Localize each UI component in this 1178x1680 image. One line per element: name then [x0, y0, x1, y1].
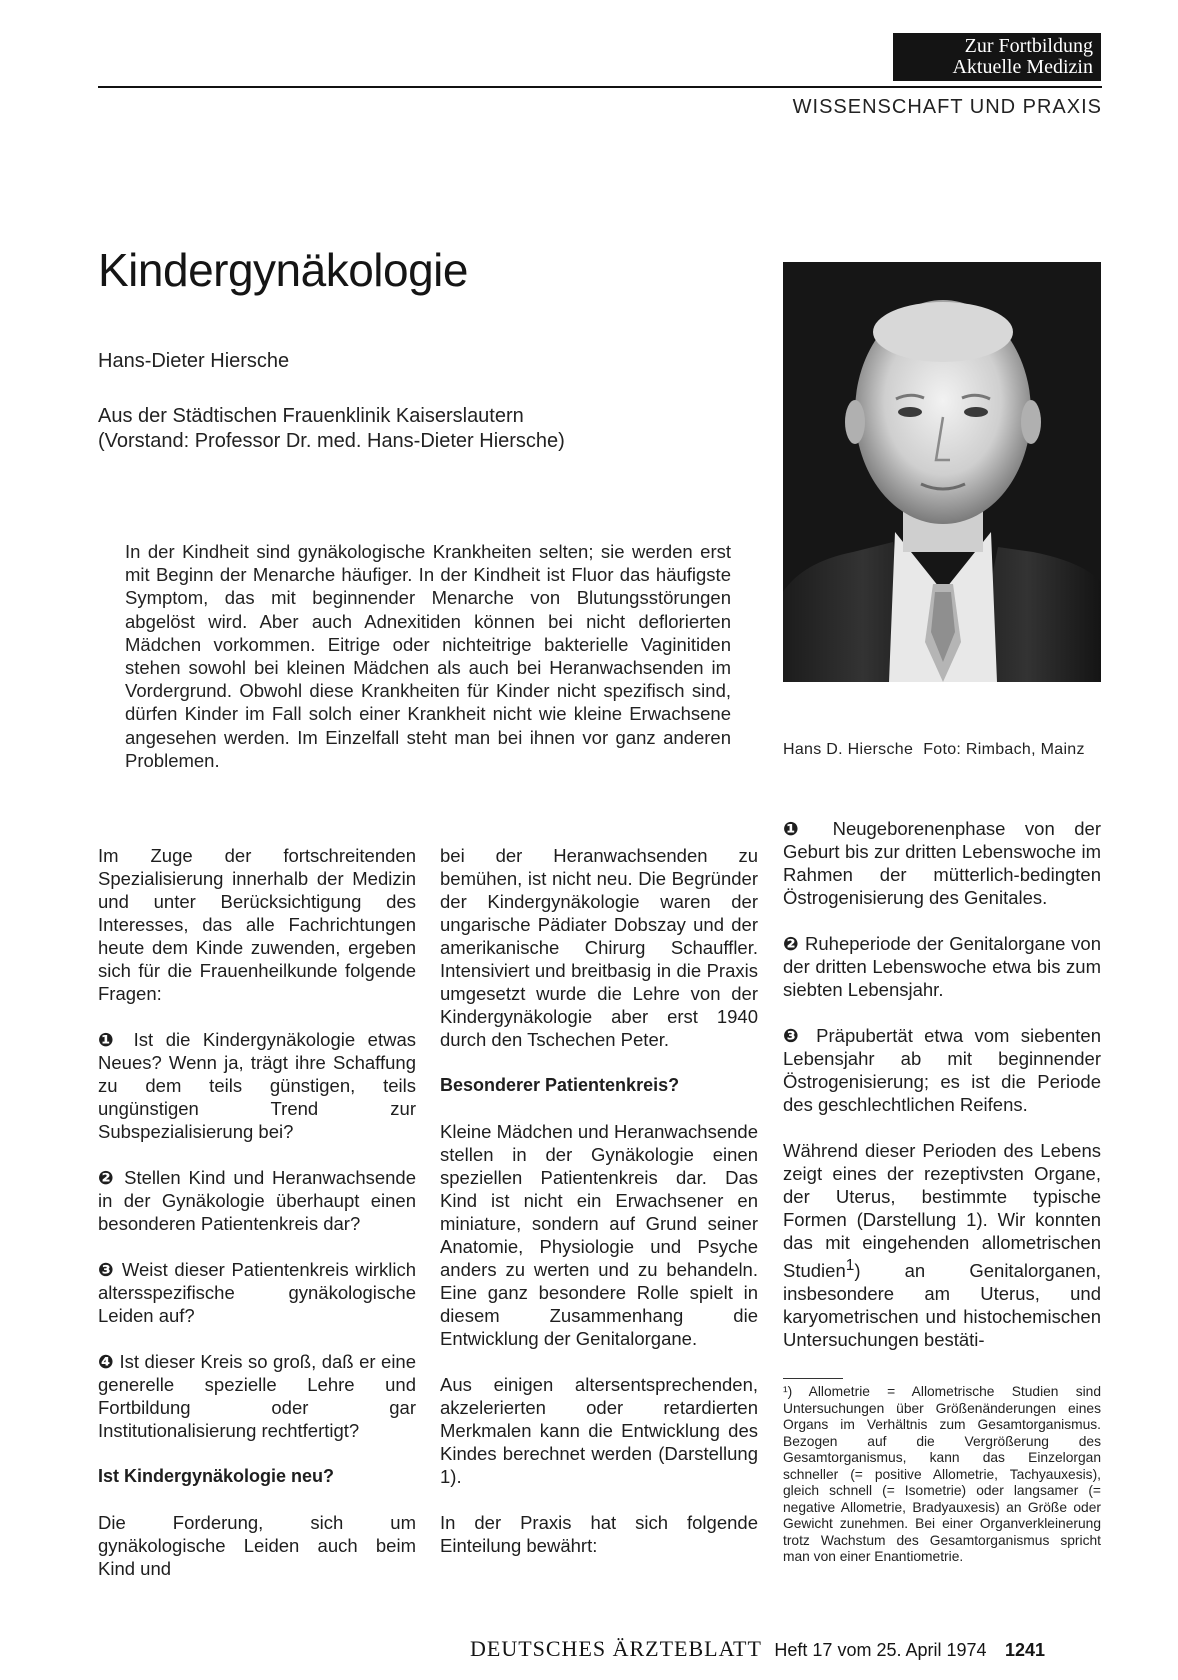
affiliation-line-1: Aus der Städtischen Frauenklinik Kaiserslautern — [98, 405, 524, 427]
question-2-text: Stellen Kind und Heranwachsende in der Gynäkologie überhaupt einen besonderen Patientenkreis dar? — [98, 1167, 417, 1234]
photo-caption — [783, 741, 1085, 759]
number-1-icon: ❶ — [98, 1029, 122, 1050]
caption-credit: Foto: Rimbach, Mainz — [923, 741, 1085, 758]
footnote-rule — [783, 1378, 843, 1379]
body-column-3 — [783, 817, 1101, 1374]
question-4 — [98, 1350, 416, 1442]
number-2-icon: ❷ — [783, 933, 800, 954]
number-3-icon: ❸ — [783, 1025, 805, 1046]
question-1-text: Ist die Kindergynäkologie etwas Neues? Wenn ja, trägt ihre Schaffung zu dem teils günstigen, teils ungünstigen Trend zur Subspezialisierung bei? — [98, 1029, 417, 1142]
rubric-badge — [893, 33, 1101, 81]
phase-3-text: Präpubertät etwa vom siebenten Lebensjahr ab mit beginnender Östrogenisierung; es ist die Periode des geschlechtlichen Reifens. — [783, 1025, 1102, 1115]
body-column-2 — [440, 844, 758, 1580]
perioden-text-2: ) an Genitalorganen, insbesondere am Uterus, und karyometrischen und histochemischen Untersuchungen bestäti- — [783, 1260, 1101, 1351]
question-4-text: Ist dieser Kreis so groß, daß er eine generelle spezielle Lehre und Fortbildung oder gar Institutionalisierung rechtfertigt? — [98, 1351, 417, 1441]
intro-paragraph: Im Zuge der fortschreitenden Spezialisierung innerhalb der Medizin und unter Berücksichtigung des Interesses, das alle Fachrichtungen heute dem Kinde zuwenden, ergeben sich für die Frauenheilkunde folgende Fragen: — [98, 845, 416, 1004]
phase-3 — [783, 1024, 1101, 1116]
header-rule — [98, 86, 1102, 88]
footnote-allometrie: ¹) Allometrie = Allometrische Studien sind Untersuchungen über Größenänderungen eines Organs im Verhältnis zum Gesamtorganismus. Bezogen auf die Vergrößerung des Gesamtorganismus, kann das Einzelorgan schneller (= positive Allometrie, Tachyauxesis), gleich schnell (= Isometrie) oder langsamer (= negative Allometrie, Bradyauxesis) an Größe oder Gewicht zunehmen. Bei einer Organverkleinerung trotz Wachstum des Gesamtorganismus spricht man von einer Enantiometrie. — [783, 1384, 1101, 1564]
paragraph-history: bei der Heranwachsenden zu bemühen, ist nicht neu. Die Begründer der Kindergynäkologie waren der ungarische Pädiater Dobszay und der amerikanische Chirurg Schauffler. Intensiviert und breitbasig in die Praxis umgesetzt wurde die Lehre von der Kindergynäkologie aber erst 1940 durch den Tschechen Peter. — [440, 845, 758, 1050]
section-heading-patientenkreis: Besonderer Patientenkreis? — [440, 1075, 680, 1095]
page-number: 1241 — [1004, 1640, 1046, 1660]
body-column-1 — [98, 844, 416, 1603]
number-2-icon: ❷ — [98, 1167, 117, 1188]
paragraph-perioden — [783, 1139, 1101, 1351]
paragraph-merkmale: Aus einigen altersentsprechenden, akzelerierten oder retardierten Merkmalen kann die Entwicklung des Kindes berechnet werden (Darstellung 1). — [440, 1374, 758, 1487]
question-2 — [98, 1166, 416, 1235]
perioden-text-1: Während dieser Perioden des Lebens zeigt eines der rezeptivsten Organe, der Uterus, bestimmte typische Formen (Darstellung 1). Wir konnten das mit eingehenden allometrischen Studien — [783, 1140, 1101, 1282]
badge-line-2: Aktuelle Medizin — [952, 56, 1093, 78]
paragraph-forderung: Die Forderung, sich um gynäkologische Leiden auch beim Kind und — [98, 1512, 416, 1579]
question-3 — [98, 1258, 416, 1327]
page-footer — [470, 1636, 1045, 1662]
caption-name: Hans D. Hiersche — [783, 741, 914, 758]
number-3-icon: ❸ — [98, 1259, 116, 1280]
question-3-text: Weist dieser Patientenkreis wirklich altersspezifische gynäkologische Leiden auf? — [98, 1259, 416, 1326]
author-portrait-image — [783, 262, 1101, 732]
article-abstract: In der Kindheit sind gynäkologische Krankheiten selten; sie werden erst mit Beginn der Menarche häufiger. In der Kindheit ist Fluor das häufigste Symptom, das mit beginnender Menarche von Blutungsstörungen abgelöst wird. Aber auch Adnexitiden können bei nicht deflorierten Mädchen vorkommen. Eitrige oder nichteitrige bakterielle Vaginitiden stehen sowohl bei kleinen Mädchen als auch bei Heranwachsenden im Vordergrund. Obwohl diese Krankheiten für Kinder nicht spezifisch sind, dürfen Kinder im Fall solch einer Krankheit nicht wie kleine Erwachsene angesehen werden. Im Einzelfall steht man bei ihnen vor ganz anderen Problemen. — [125, 541, 731, 771]
question-1 — [98, 1028, 416, 1143]
journal-name: DEUTSCHES ÄRZTEBLATT — [470, 1636, 762, 1661]
number-4-icon: ❹ — [98, 1351, 115, 1372]
section-heading: WISSENSCHAFT UND PRAXIS — [792, 96, 1102, 118]
footnote-marker: 1 — [845, 1257, 855, 1274]
badge-line-1: Zur Fortbildung — [964, 35, 1093, 57]
paragraph-einteilung: In der Praxis hat sich folgende Einteilung bewährt: — [440, 1512, 758, 1556]
issue-info: Heft 17 vom 25. April 1974 — [774, 1640, 987, 1660]
author-affiliation — [98, 404, 565, 454]
affiliation-line-2: (Vorstand: Professor Dr. med. Hans-Dieter Hiersche) — [98, 430, 565, 452]
article-title: Kindergynäkologie — [98, 244, 468, 296]
number-1-icon: ❶ — [783, 818, 814, 839]
author-photo — [783, 262, 1101, 732]
article-author: Hans-Dieter Hiersche — [98, 350, 290, 372]
phase-1-text: Neugeborenenphase von der Geburt bis zur dritten Lebenswoche im Rahmen der mütterlich-bedingten Östrogenisierung des Genitales. — [783, 818, 1101, 908]
phase-1 — [783, 817, 1101, 909]
section-heading-neu: Ist Kindergynäkologie neu? — [98, 1466, 335, 1486]
paragraph-patientenkreis: Kleine Mädchen und Heranwachsende stellen in der Gynäkologie einen speziellen Patientenkreis dar. Das Kind ist nicht ein Erwachsener en miniature, sondern auf Grund seiner Anatomie, Physiologie und Psyche anders zu werten und zu behandeln. Eine ganz besondere Rolle spielt in diesem Zusammenhang die Entwicklung der Genitalorgane. — [440, 1121, 758, 1349]
phase-2-text: Ruheperiode der Genitalorgane von der dritten Lebenswoche etwa bis zum siebten Lebensjahr. — [783, 933, 1101, 1000]
phase-2 — [783, 932, 1101, 1001]
